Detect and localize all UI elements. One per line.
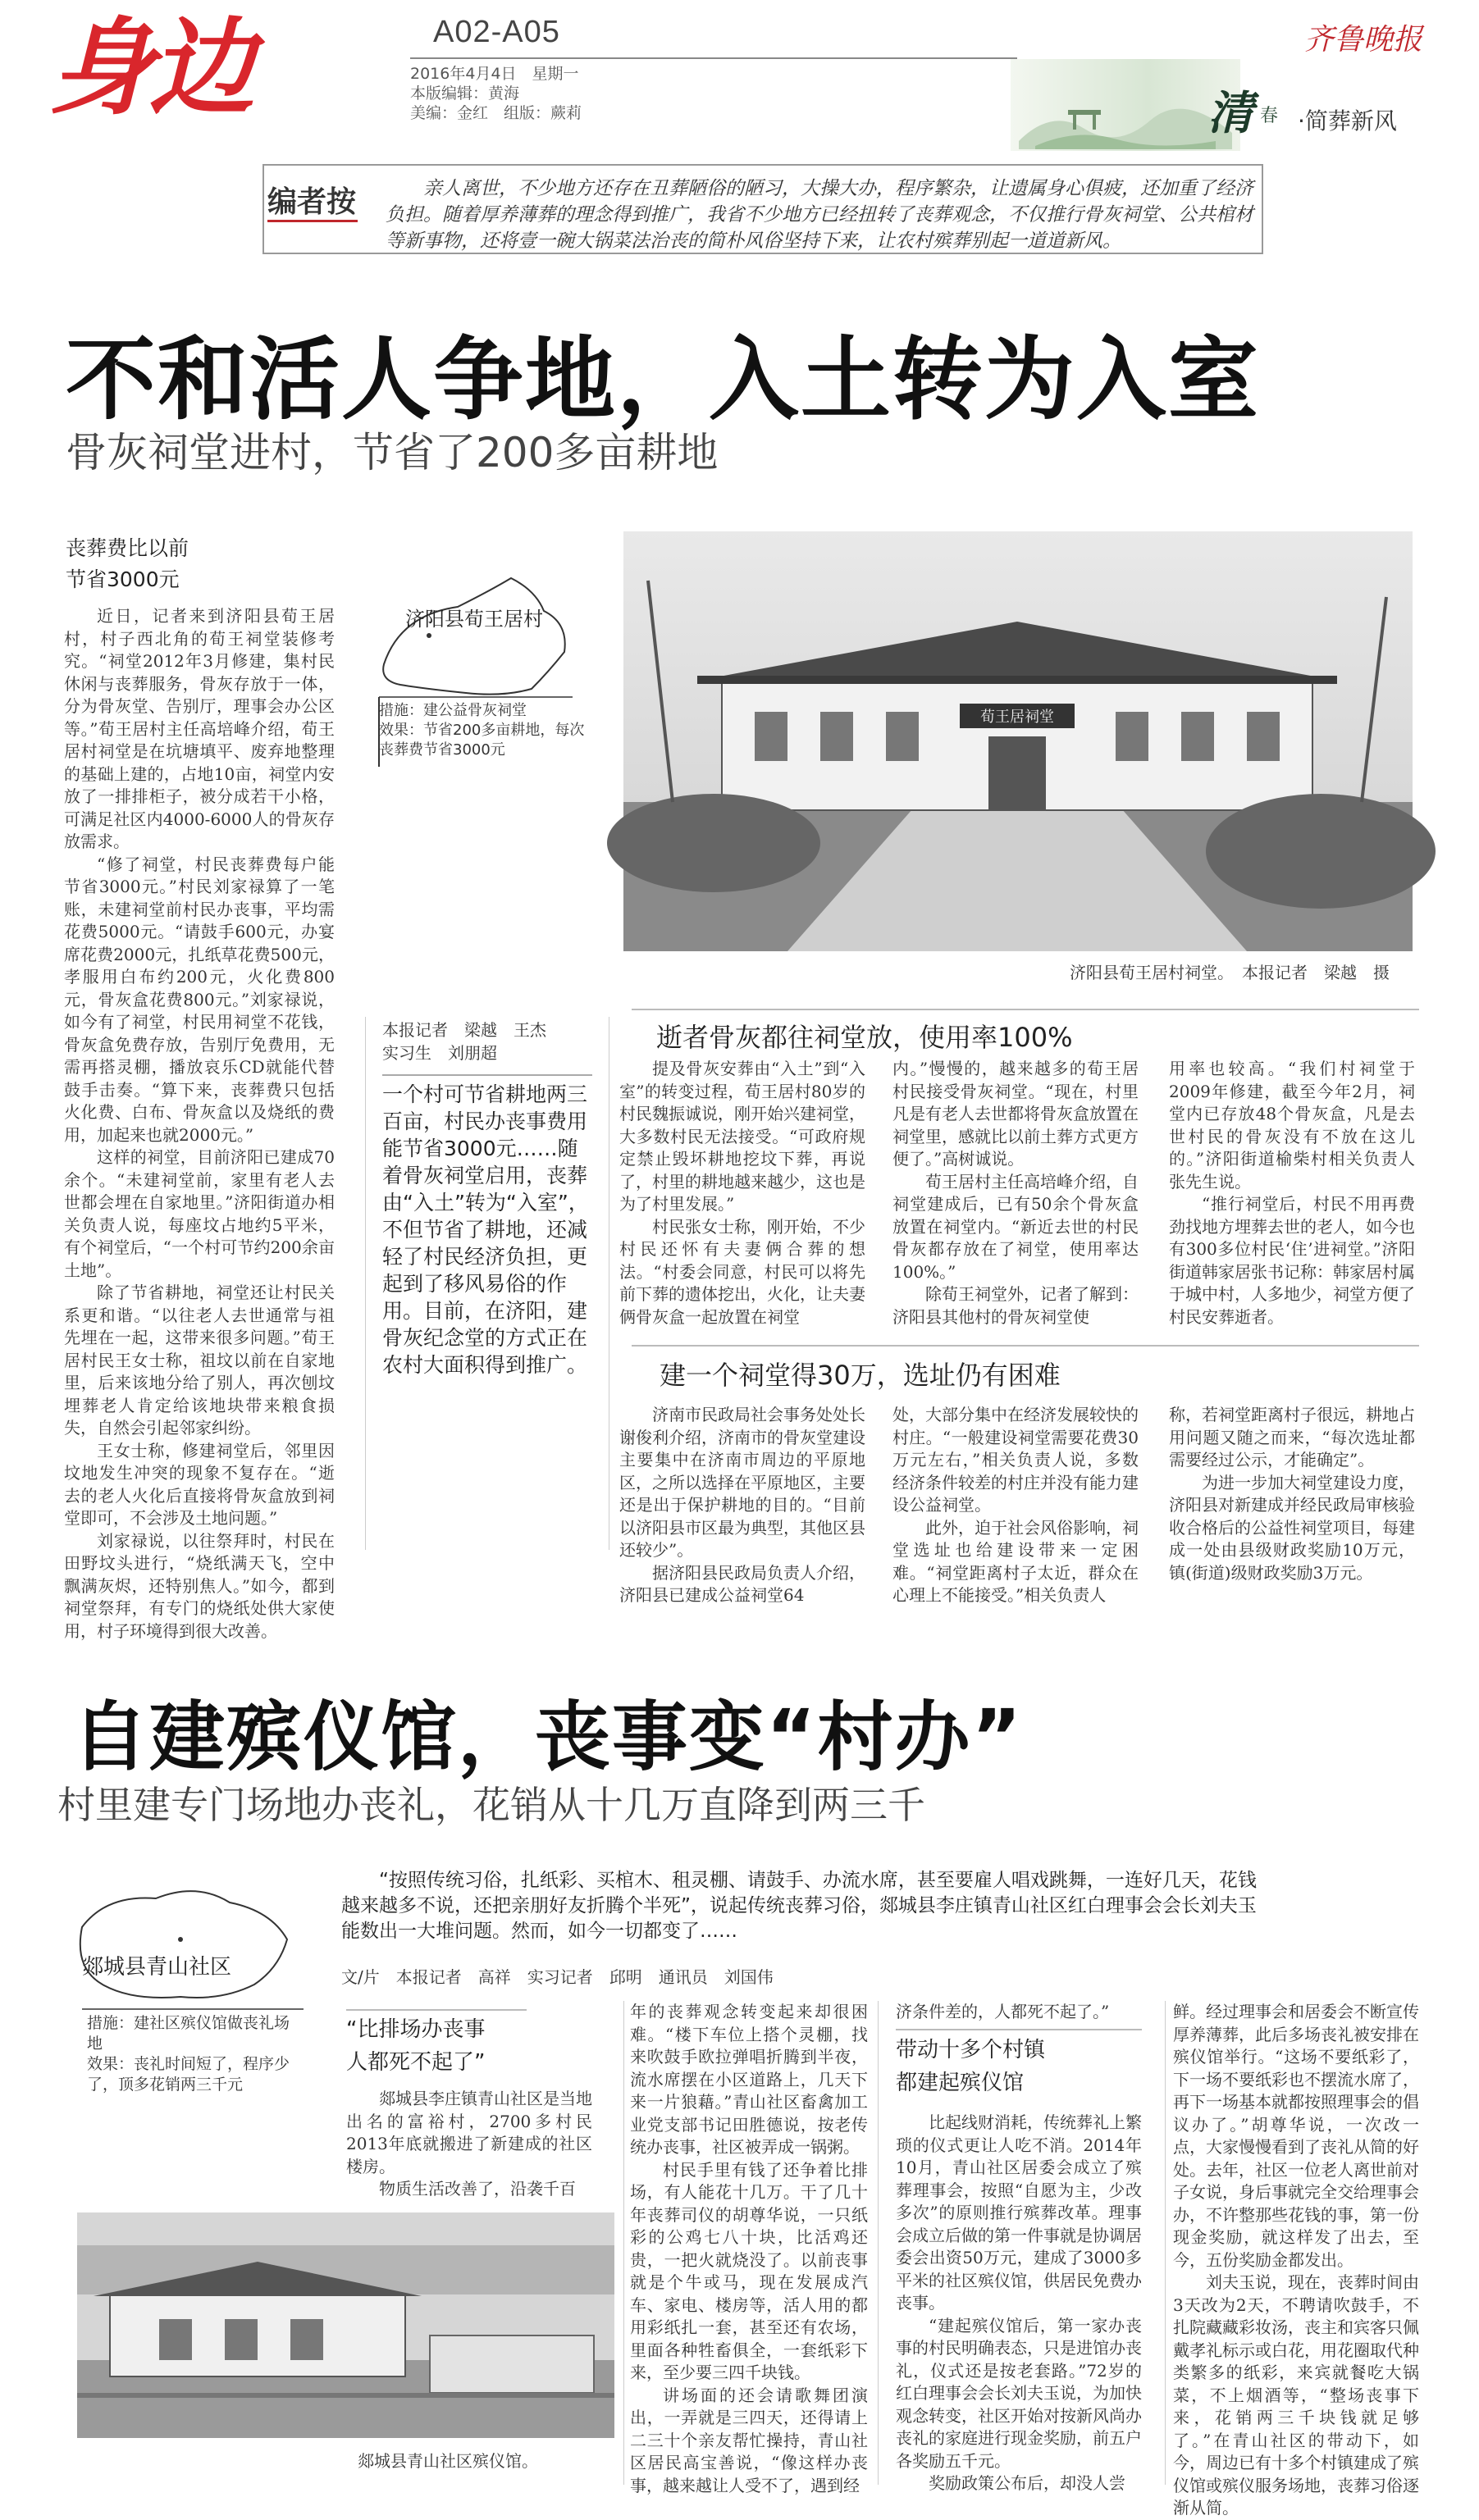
story2-column-c3-top: 济条件差的，人都死不起了。” — [896, 2002, 1110, 2021]
subhead-line: 人都死不起了” — [346, 2050, 486, 2075]
ancestral-hall-photo — [623, 531, 1413, 951]
paragraph: 物质生活改善了，沿袭千百 — [379, 2179, 576, 2199]
paragraph: “修了祠堂，村民丧葬费每户能节省3000元。”村民刘家禄算了一笔账，未建祠堂前村民办丧事，平均需花费5000元。“请鼓手600元，办宴席花费2000元，扎纸草花费500元，孝服用白布约200元，火化费800元，骨灰盒花费800元。”刘家禄说，如今有了祠堂，村民用祠堂不花钱，骨灰盒免费存放，告别厅免费用，无需再搭灵棚，播放哀乐CD就能代替鼓手击奏。“算下来，丧葬费只包括火化费、白布、骨灰盒以及烧纸的费用，加起来也就2000元。” — [64, 854, 335, 1145]
paragraph: 讲场面的还会请歌舞团演出，一弄就是三四天，还得请上二三十个亲友帮忙操持，青山社区居民高宝善说，“像这样办丧事，越来越让人受不了，遇到经 — [630, 2385, 868, 2495]
story1-subhead-a: 逝者骨灰都往祠堂放，使用率100% — [656, 1022, 1073, 1053]
paragraph: 年的丧葬观念转变起来却很困难。“楼下车位上搭个灵棚，找来吹鼓手欧拉弹唱折腾到半夜，流水席摆在小区道路上，几天下来一片狼藉。”青山社区畜禽加工业党支部书记田胜德说，按老传统办丧事，社区被弄成一锅粥。 — [630, 2002, 868, 2157]
paragraph: 为进一步加大祠堂建设力度，济阳县对新建成并经民政局审核验收合格后的公益性祠堂项目，每建成一处由县级财政奖励10万元，镇(街道)级财政奖励3万元。 — [1169, 1472, 1415, 1583]
effect-line: 效果：节省200多亩耕地，每次丧葬费节省3000元 — [379, 722, 585, 759]
editor-line: 本版编辑：黄海 — [410, 84, 520, 103]
hall-sign-text: 荀王居祠堂 — [980, 709, 1054, 726]
effect-line: 效果：丧礼时间短了，程序少了，顶多花销两三千元 — [87, 2055, 290, 2094]
subhead-rule — [346, 2009, 527, 2011]
map2-location-label: 郯城县青山社区 — [82, 1955, 232, 1980]
story1-column-a2 — [892, 1058, 1139, 1328]
masthead: 齐鲁晚报 — [1304, 23, 1423, 57]
column-divider — [1165, 2001, 1166, 2485]
story2-subhead-right — [896, 2034, 1045, 2099]
story1-column-b3 — [1169, 1404, 1415, 1584]
paragraph: 内。”慢慢的，越来越多的荀王居村民接受骨灰祠堂。“现在，村里凡是有老人去世都将骨灰盒放置在祠堂里，感就比以前土葬方式更方便了。”高树诚说。 — [892, 1059, 1139, 1169]
story2-byline: 文/片 本报记者 高祥 实习记者 邱明 通讯员 刘国伟 — [341, 1967, 774, 1987]
story1-measures — [379, 701, 592, 760]
paragraph: 奖励政策公布后，却没人尝 — [929, 2473, 1125, 2493]
story1-left-subhead — [66, 533, 189, 595]
story2-subheadline: 村里建专门场地办丧礼，花销从十几万直降到两三千 — [57, 1783, 925, 1827]
measure-line: 措施：建公益骨灰祠堂 — [379, 702, 527, 719]
tancheng-map-icon — [57, 1878, 312, 2013]
story1-subhead-b: 建一个祠堂得30万，选址仍有困难 — [660, 1360, 1061, 1391]
story2-headline: 自建殡仪馆，丧事变“村办” — [72, 1693, 1023, 1781]
story2-measures — [87, 2013, 300, 2095]
story1-byline — [382, 1018, 546, 1064]
story1-column-a3 — [1169, 1058, 1415, 1328]
column-banner — [1011, 59, 1437, 151]
page-range: A02-A05 — [433, 15, 560, 49]
paragraph: 鲜。经过理事会和居委会不断宣传厚养薄葬，此后多场丧礼被安排在殡仪馆举行。“这场不要纸彩了，下一场不要纸彩也不摆流水席了，再下一场基本就都按照理事会的倡议办了。”胡尊华说，一次改一点，大家慢慢看到了丧礼从简的好处。去年，社区一位老人离世前对子女说，身后事就完全交给理事会办，不许整那些花钱的事，第一份现金奖励，就这样发了出去，至今，五份奖励金都发出。 — [1173, 2002, 1419, 2270]
story1-headline: 不和活人争地，入土转为入室 — [66, 327, 1260, 432]
subhead-line: 都建起殡仪馆 — [896, 2071, 1025, 2095]
story2-column-c4 — [1173, 2001, 1419, 2520]
funeral-home-photo — [77, 2212, 614, 2438]
paragraph: 这样的祠堂，目前济阳已建成70余个。“未建祠堂前，家里有老人去世都会埋在自家地里。”济阳街道办相关负责人说，每座坟占地约5平米，有个祠堂后，“一个村可节约200余亩土地”。 — [64, 1147, 335, 1280]
header-rule — [410, 57, 1017, 59]
photo2-caption: 郯城县青山社区殡仪馆。 — [358, 2451, 538, 2471]
editor-note-underline — [267, 220, 358, 222]
paragraph: 近日，记者来到济阳县荀王居村，村子西北角的荀王祠堂装修考究。“祠堂2012年3月修建，集村民休闲与丧葬服务，骨灰存放于一体，分为骨灰堂、告别厅，理事会办公区等。”荀王居村主任高培峰介绍，荀王居村祠堂是在坑塘填平、废弃地整理的基础上建的，占地10亩，祠堂内安放了一排排柜子，被分成若干小格，可满足社区内4000-6000人的骨灰存放需求。 — [64, 606, 335, 851]
paragraph: 刘家禄说，以往祭拜时，村民在田野坟头进行，“烧纸满天飞，空中飘满灰烬，还特别焦人。”如今，都到祠堂祭拜，有专门的烧纸处供大家使用，村子环境得到很大改善。 — [64, 1530, 335, 1641]
paragraph: 用率也较高。“我们村祠堂于2009年修建，截至今年2月，祠堂内已存放48个骨灰盒，凡是去世村民的骨灰没有不放在这儿的。”济阳街道榆柴村相关负责人张先生说。 — [1169, 1059, 1415, 1192]
byline-intern: 实习生 刘朋超 — [382, 1043, 497, 1063]
paragraph: 王女士称，修建祠堂后，邻里因坟地发生冲突的现象不复存在。“逝去的老人火化后直接将骨灰盒放到祠堂即可，不会涉及土地问题。” — [64, 1440, 335, 1528]
story1-column-1 — [64, 605, 335, 1643]
paragraph: 此外，迫于社会风俗影响，祠堂选址也给建设带来一定困难。“祠堂距离村子太近，群众在心理上不能接受。”相关负责人 — [892, 1517, 1139, 1605]
section-logo — [49, 7, 369, 130]
editor-note-text: 亲人离世，不少地方还存在丑葬陋俗的陋习，大操大办，程序繁杂，让遗属身心俱疲，还加重了经济负担。随着厚养薄葬的理念得到推广，我省不少地方已经扭转了丧葬观念，不仅推行骨灰祠堂、公共棺材等新事物，还将壹一碗大锅菜法治丧的简朴风俗坚持下来，让农村殡葬别起一道道新风。 — [386, 178, 1253, 252]
story1-column-b1 — [619, 1404, 865, 1607]
paragraph: 比起线财消耗，传统葬礼上繁琐的仪式更让人吃不消。2014年10月，青山社区居委会成立了殡葬理事会，按照“自愿为主，少改多次”的原则推行殡葬改革。理事会成立后做的第一件事就是协调居委会出资50万元，建成了3000多平米的社区殡仪馆，供居民免费办丧事。 — [896, 2112, 1142, 2313]
date-line: 2016年4月4日 星期一 — [410, 65, 579, 83]
pull-quote-rule — [382, 1074, 592, 1076]
paragraph: 荀王居村主任高培峰介绍，自祠堂建成后，已有50余个骨灰盒放置在祠堂内。“新近去世的村民骨灰都存放在了祠堂，使用率达100%。” — [892, 1171, 1139, 1282]
banner-qing: 清 — [1207, 86, 1253, 140]
story2-subhead-left — [346, 2013, 485, 2079]
subhead-rule — [632, 1009, 1419, 1010]
column-divider — [623, 2001, 624, 2485]
paragraph: 村民手里有钱了还争着比排场，有人能花十几万。干了几十年丧葬司仪的胡尊华说，一只纸彩的公鸡七八十块，比活鸡还贵，一把火就烧没了。以前丧事就是个牛或马，现在发展成汽车、家电、楼房等，活人用的都用彩纸扎一套，甚至还有农场，里面各种牲畜俱全，一套纸彩下来，至少要三四千块钱。 — [630, 2159, 868, 2382]
subhead-rule — [896, 2029, 1142, 2030]
design-line: 美编：金红 组版：蕨莉 — [410, 104, 582, 122]
column-divider — [365, 1017, 366, 1550]
column-name: ·简葬新风 — [1298, 107, 1397, 134]
subhead-rule — [632, 1345, 1419, 1347]
byline-reporters: 本报记者 梁越 王杰 — [382, 1020, 546, 1040]
story2-column-c3 — [896, 2112, 1142, 2495]
subhead-line: 带动十多个村镇 — [896, 2038, 1046, 2062]
story2-column-c1 — [346, 2088, 592, 2201]
photo1-caption: 济阳县荀王居村祠堂。 本报记者 梁越 摄 — [1070, 963, 1390, 982]
column-divider — [878, 2001, 879, 2485]
measure-line: 措施：建社区殡仪馆做丧礼场地 — [87, 2014, 290, 2053]
paragraph: “推行祠堂后，村民不用再费劲找地方埋葬去世的老人，如今也有300多位村民‘住’进祠堂。”济阳街道韩家居张书记称：韩家居村属于城中村，人多地少，祠堂方便了村民安葬逝者。 — [1169, 1194, 1415, 1327]
paragraph: 称，若祠堂距离村子很远，耕地占用问题又随之而来，“每次选址都需要经过公示，才能确定”。 — [1169, 1405, 1415, 1470]
banner-chun: 春 — [1260, 106, 1279, 126]
paragraph: 除了节省耕地，祠堂还让村民关系更和谐。“以往老人去世通常与祖先埋在一起，这带来很多问题。”荀王居村民王女士称，祖坟以前在自家地里，后来该地分给了别人，再次刨坟埋葬老人肯定给该地块带来粮食损失，自然会引起邻家纠纷。 — [64, 1283, 335, 1438]
paragraph: 郯城县李庄镇青山社区是当地出名的富裕村，2700多村民2013年底就搬进了新建成的社区楼房。 — [346, 2089, 592, 2176]
story1-column-b2 — [892, 1404, 1139, 1607]
paragraph: 除荀王祠堂外，记者了解到：济阳县其他村的骨灰祠堂使 — [892, 1284, 1139, 1327]
story2-column-c2 — [630, 2001, 868, 2497]
paragraph: 提及骨灰安葬由“入土”到“入室”的转变过程，荀王居村80岁的村民魏振诚说，刚开始兴建祠堂，大多数村民无法接受。“可政府规定禁止毁坏耕地挖坟下葬，再说了，村里的耕地越来越少，这也是为了村里发展。” — [619, 1059, 865, 1214]
paragraph: 村民张女士称，刚开始，不少村民还怀有夫妻俩合葬的想法。“村委会同意，村民可以将先前下葬的遗体挖出，火化，让夫妻俩骨灰盒一起放置在祠堂 — [619, 1216, 865, 1327]
subhead-line: “比排场办丧事 — [346, 2017, 486, 2042]
map-location-label: 济阳县荀王居村 — [405, 608, 543, 631]
paragraph: “建起殡仪馆后，第一家办丧事的村民明确表态，只是进馆办丧礼，仪式还是按老套路。”72岁的红白理事会会长刘夫玉说，为加快观念转变，社区开始对按新风尚办丧礼的家庭进行现金奖励，前五户各奖励五千元。 — [896, 2315, 1142, 2471]
story1-subheadline: 骨灰祠堂进村，节省了200多亩耕地 — [66, 429, 719, 476]
header-meta — [410, 64, 582, 123]
paragraph: 济南市民政局社会事务处处长谢俊利介绍，济南市的骨灰堂建设主要集中在济南市周边的平原地区，之所以选择在平原地区，主要还是出于保护耕地的目的。“目前以济阳县市区最为典型，其他区县还较少”。 — [619, 1405, 865, 1560]
story1-column-a1 — [619, 1058, 865, 1328]
editor-note-label: 编者按 — [267, 185, 357, 219]
paragraph: 刘夫玉说，现在，丧葬时间由3天改为2天，不聘请吹鼓手，不扎院藏藏彩妆汤，丧主和宾客只佩戴孝礼标示或白花，用花圈取代种类繁多的纸彩，来宾就餐吃大锅菜，不上烟酒等，“整场丧事下来，花销两三千块钱就足够了。”在青山社区的带动下，如今，周边已有十多个村镇建成了殡仪馆或殡仪服务场地，丧葬习俗逐渐从简。 — [1173, 2272, 1419, 2518]
section-logo-text: 身边 — [49, 7, 250, 130]
left-subhead-line2: 节省3000元 — [66, 567, 180, 591]
landscape-icon — [1019, 92, 1232, 149]
story2-lead: “按照传统习俗，扎纸彩、买棺木、租灵棚、请鼓手、办流水席，甚至要雇人唱戏跳舞，一连好几天，花钱越来越多不说，还把亲朋好友折腾个半死”，说起传统丧葬习俗，郯城县李庄镇青山社区红白理事会会长刘夫玉能数出一大堆问题。然而，如今一切都变了…… — [341, 1870, 1257, 1942]
story1-pull-quote: 一个村可节省耕地两三百亩，村民办丧事费用能节省3000元……随着骨灰祠堂启用，丧葬由“入土”转为“入室”，不但节省了耕地，还减轻了村民经济负担，更起到了移风易俗的作用。目前，在济阳，建骨灰纪念堂的方式正在农村大面积得到推广。 — [382, 1082, 589, 1377]
paragraph: 处，大部分集中在经济发展较快的村庄。“一般建设祠堂需要花费30万元左右，”相关负责人说，多数经济条件较差的村庄并没有能力建设公益祠堂。 — [892, 1405, 1139, 1515]
left-subhead-line1: 丧葬费比以前 — [66, 536, 189, 560]
paragraph: 据济阳县民政局负责人介绍，济阳县已建成公益祠堂64 — [619, 1562, 865, 1605]
